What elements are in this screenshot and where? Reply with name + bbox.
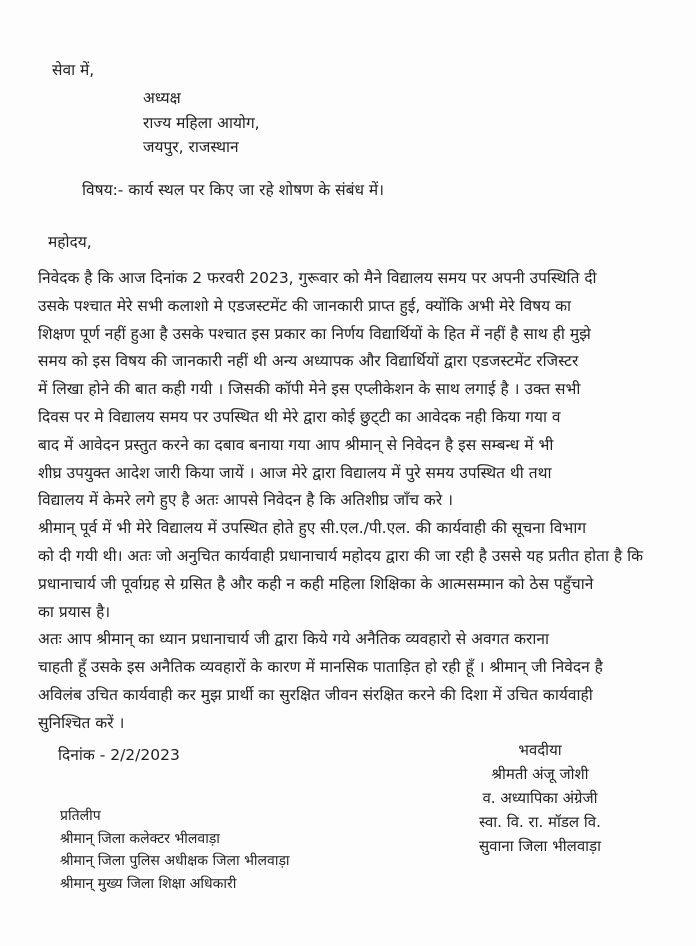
body-line: बाद में आवेदन प्रस्तुत करने का दबाव बनाया गया आप श्रीमान् से निवेदन है इस सम्बन्ध में भी [38,435,554,454]
copy-to-item: श्रीमान् जिला पुलिस अधीक्षक जिला भीलवाड़ा [60,853,290,869]
body-line: समय को इस विषय की जानकारी नहीं थी अन्य अध्यापक और विद्यार्थियों द्वारा एडजस्टमेंट रजिस्टर [38,352,579,371]
signature-designation: व. अध्यापिका अंग्रेजी [482,789,598,807]
body-line: दिवस पर मे विद्यालय समय पर उपस्थित थी मेरे द्वारा कोई छुट्‌टी का आवेदक नही किया गया व [38,407,561,426]
body-line: उसके पश्चात मेरे सभी कलाशो मे एडजस्टमेंट की जानकारी प्राप्त हुई, क्योंकि अभी मेरे विषय का [38,296,571,315]
signature-school: स्वा. वि. रा. मॉडल वि. [479,813,601,831]
recipient-line-3: जयपुर, राजस्थान [143,138,239,156]
signature-place: सुवाना जिला भीलवाड़ा [479,837,601,855]
signature-block [430,738,650,858]
greeting: महोदय, [48,233,92,251]
body-line: विद्यालय में केमरे लगे हुए है अतः आपसे निवेदन है कि अतिशीघ्र जाँच करे । [38,491,453,510]
copy-to-block [60,805,290,895]
body-line: अविलंब उचित कार्यवाही कर मुझ प्रार्थी का सुरक्षित जीवन संरक्षित करने की दिशा में उचित कार्यवाही [38,685,593,704]
copy-to-item: श्रीमान् जिला कलेक्टर भीलवाड़ा [60,830,220,847]
body-line: शीघ्र उपयुक्त आदेश जारी किया जायें । आज मेरे द्वारा विद्यालय में पुरे समय उपस्थित थी तथा [38,463,552,482]
recipient-line-2: राज्य महिला आयोग, [143,114,260,132]
date-line: दिनांक - 2/2/2023 [58,746,180,764]
copy-to-item: श्रीमान् मुख्य जिला शिक्षा अधिकारी [60,875,237,892]
body-line: का प्रयास है। [38,602,111,621]
letter-body [38,265,666,738]
recipient-line-1: अध्यक्ष [143,89,181,107]
signature-name: श्रीमती अंजू जोशी [491,765,589,783]
body-line: प्रधानाचार्य जी पूर्वाग्रह से ग्रसित है और कही न कही महिला शिक्षिका के आत्मसम्मान को ठेस पहुँचाने [38,574,594,593]
body-line: चाहती हूँ उसके इस अनैतिक व्यवहारों के कारण में मानसिक पाताड़ित हो रही हूँ । श्रीमान् जी निवेदन है [38,658,603,677]
subject-line: विषय:- कार्य स्थल पर किए जा रहे शोषण के संबंध में। [82,181,385,199]
salutation-to: सेवा में, [52,61,95,79]
body-line: शिक्षण पूर्ण नहीं हुआ है उसके पश्चात इस प्रकार का निर्णय विद्यार्थियों के हित में नहीं है साथ ही मुझे [38,324,591,343]
body-line: अतः आप श्रीमान् का ध्यान प्रधानाचार्य जी द्वारा किये गये अनैतिक व्यवहारो से अवगत कराना [38,630,549,649]
signature-closing: भवदीया [518,741,562,759]
body-line: को दी गयी थी। अतः जो अनुचित कार्यवाही प्रधानाचार्य महोदय द्वारा की जा रही है उससे यह प्रतीत होता है कि [38,546,643,565]
body-line: श्रीमान् पूर्व में भी मेरे विद्यालय में उपस्थित होते हुए सी.एल./पी.एल. की कार्यवाही की सूचना विभाग [38,519,587,538]
copy-to-heading: प्रतिलीप [60,808,101,824]
body-line: सुनिश्चित करें । [38,713,125,732]
body-line: में लिखा होने की बात कही गयी । जिसकी कॉपी मेने इस एप्लीकेशन के साथ लगाई है । उक्त सभी [38,380,581,399]
body-line: निवेदक है कि आज दिनांक 2 फरवरी 2023, गुरूवार को मैने विद्यालय समय पर अपनी उपस्थिति दी [38,269,597,287]
